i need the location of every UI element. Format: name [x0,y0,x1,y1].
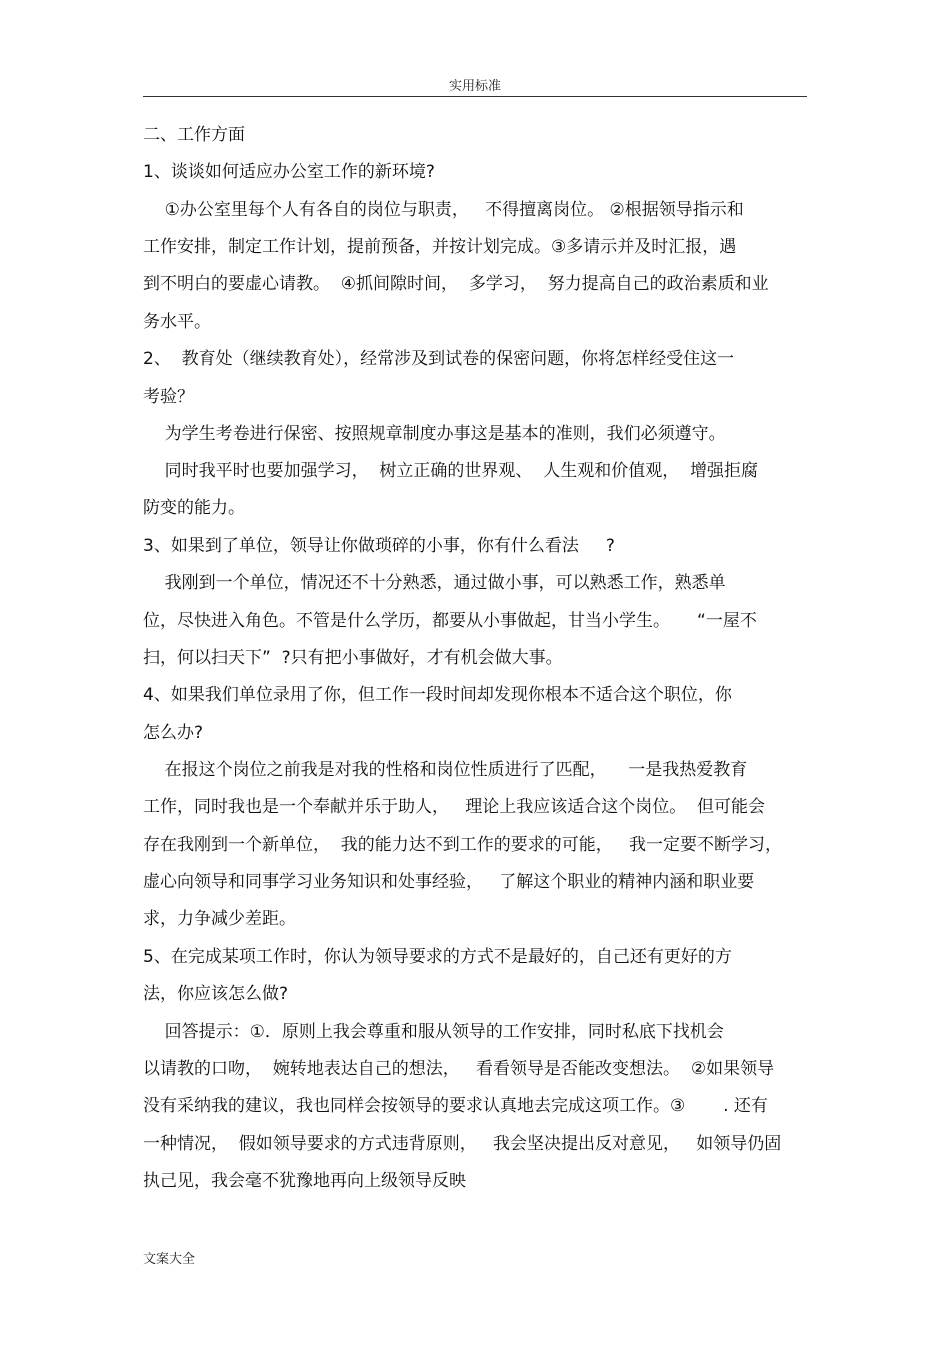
question-1: 1、谈谈如何适应办公室工作的新环境? [143,162,435,182]
answer-4-line-5: 求，力争减少差距。 [143,909,296,929]
answer-4-line-3: 存在我刚到一个新单位， 我的能力达不到工作的要求的可能， 我一定要不断学习， [143,835,783,855]
answer-3-line-2: 位，尽快进入角色。不管是什么学历，都要从小事做起，甘当小学生。 “一屋不 [143,611,757,631]
answer-4-line-1: 在报这个岗位之前我是对我的性格和岗位性质进行了匹配， 一是我热爱教育 [143,760,748,780]
answer-1-line-3: 到不明白的要虚心请教。 ④抓间隙时间， 多学习， 努力提高自己的政治素质和业 [143,274,769,294]
answer-3-line-1: 我刚到一个单位，情况还不十分熟悉，通过做小事，可以熟悉工作，熟悉单 [143,573,726,593]
answer-4-line-2: 工作，同时我也是一个奉献并乐于助人， 理论上我应该适合这个岗位。 但可能会 [143,797,766,817]
answer-3-line-3: 扫，何以扫天下” ?只有把小事做好，才有机会做大事。 [143,648,563,668]
question-2-line-1: 2、 教育处（继续教育处），经常涉及到试卷的保密问题，你将怎样经受住这一 [143,349,735,369]
answer-2-line-1: 为学生考卷进行保密、按照规章制度办事这是基本的准则，我们必须遵守。 [143,424,726,444]
answer-1-line-1: ①办公室里每个人有各自的岗位与职责， 不得擅离岗位。 ②根据领导指示和 [143,200,744,220]
question-5-line-1: 5、在完成某项工作时，你认为领导要求的方式不是最好的，自己还有更好的方 [143,947,732,967]
answer-1-line-2: 工作安排，制定工作计划，提前预备，并按计划完成。③多请示并及时汇报，遇 [143,237,737,257]
header-divider [143,96,807,97]
page-header-title: 实用标准 [448,79,501,94]
question-4-line-2: 怎么办? [143,723,204,743]
answer-5-line-1: 回答提示：①．原则上我会尊重和服从领导的工作安排，同时私底下找机会 [143,1022,724,1042]
question-2-line-2: 考验？ [143,387,194,407]
answer-5-line-2: 以请教的口吻， 婉转地表达自己的想法， 看看领导是否能改变想法。 ②如果领导 [143,1059,775,1079]
section-heading: 二、工作方面 [143,125,245,145]
answer-2-line-3: 防变的能力。 [143,498,245,518]
page-footer-text: 文案大全 [143,1252,196,1267]
answer-2-line-2: 同时我平时也要加强学习， 树立正确的世界观、 人生观和价值观， 增强拒腐 [143,461,759,481]
answer-4-line-4: 虚心向领导和同事学习业务知识和处事经验， 了解这个职业的精神内涵和职业要 [143,872,755,892]
question-4-line-1: 4、如果我们单位录用了你，但工作一段时间却发现你根本不适合这个职位，你 [143,685,732,705]
answer-5-line-5: 执己见，我会毫不犹豫地再向上级领导反映 [143,1171,466,1191]
question-3: 3、如果到了单位，领导让你做琐碎的小事，你有什么看法 ? [143,536,615,556]
question-5-line-2: 法，你应该怎么做? [143,984,289,1004]
answer-5-line-3: 没有采纳我的建议，我也同样会按领导的要求认真地去完成这项工作。③ . 还有 [143,1096,768,1116]
answer-5-line-4: 一种情况， 假如领导要求的方式违背原则， 我会坚决提出反对意见， 如领导仍固 [143,1134,782,1154]
answer-1-line-4: 务水平。 [143,312,211,332]
